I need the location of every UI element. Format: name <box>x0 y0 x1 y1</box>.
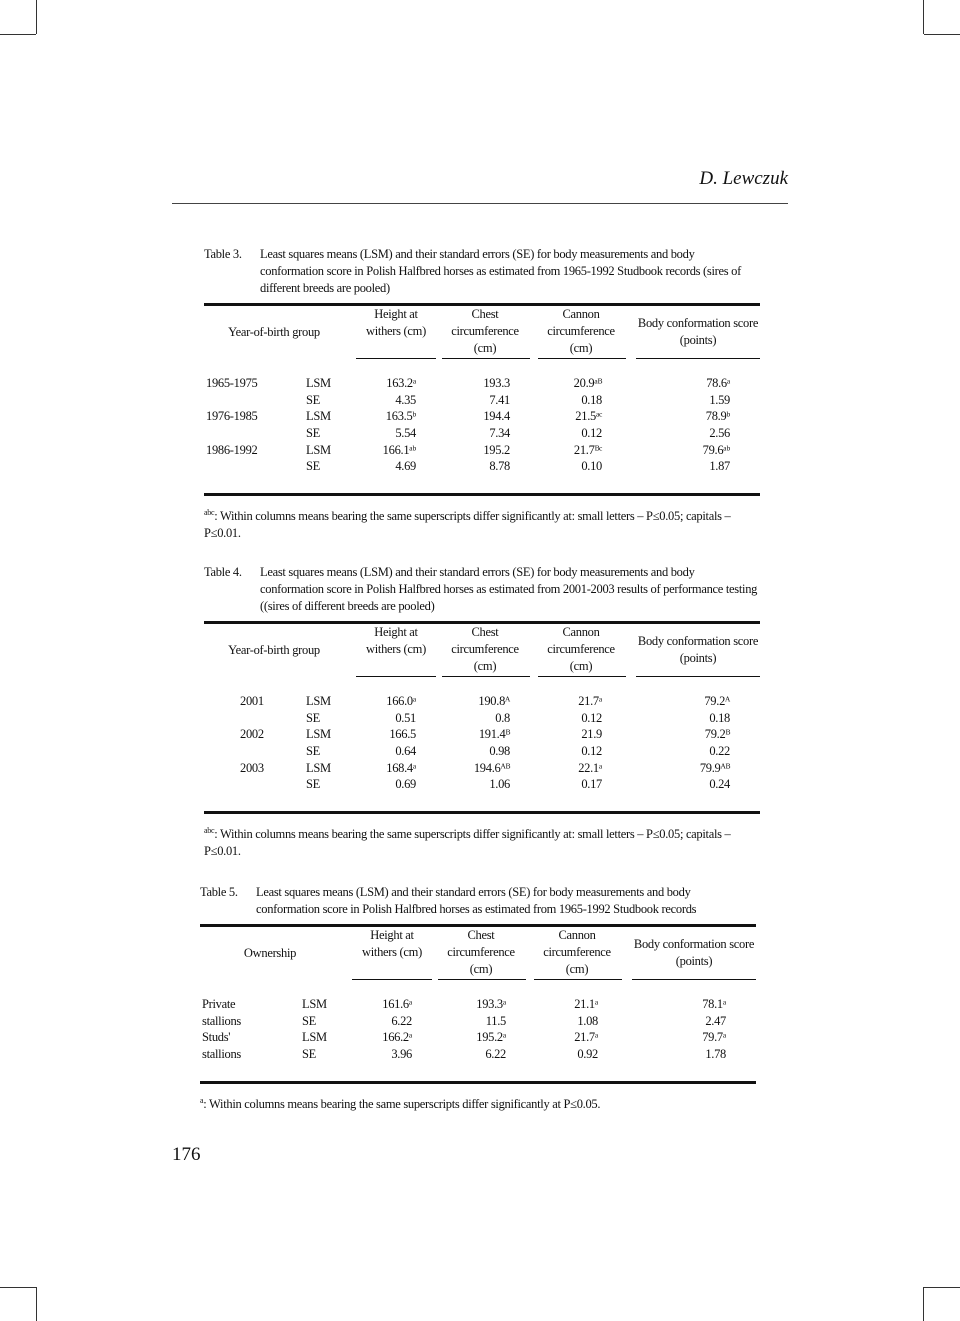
cell-score: 78.6ᵃ <box>706 376 730 390</box>
cell-stat: LSM <box>306 376 331 390</box>
table-label: Table 3. <box>204 247 242 261</box>
cell-cannon: 0.12 <box>581 710 602 725</box>
running-header-author: D. Lewczuk <box>699 168 788 189</box>
table-label: Table 4. <box>204 565 242 579</box>
crop-mark <box>0 1287 36 1288</box>
table-bottom-rule <box>204 811 760 814</box>
cell-stat: SE <box>306 392 320 407</box>
cell-score: 79.9ᴬᴮ <box>699 760 730 775</box>
cell-chest: 194.6ᴬᴮ <box>473 760 510 775</box>
cell-chest: 195.2ᵃ <box>476 1030 506 1045</box>
cell-cannon: 21.5ᵃᶜ <box>575 409 602 424</box>
column-header: Ownership <box>243 946 297 960</box>
table-footnote: $^a$: Within columns means bearing the same superscripts differ significantly at P≤0.05. <box>200 1095 601 1111</box>
cell-score: 79.6ᵃᵇ <box>702 442 730 457</box>
cell-stat: SE <box>306 744 320 759</box>
cell-cannon: 1.08 <box>577 1013 598 1028</box>
cell-chest: 191.4ᴮ <box>478 727 510 742</box>
cell-score: 79.7ᵃ <box>702 1030 726 1045</box>
column-header: Height at withers (cm) <box>366 625 426 656</box>
column-header: Body conformation score (points) <box>633 937 755 968</box>
cell-height: 4.69 <box>395 459 416 474</box>
table-row <box>204 442 760 459</box>
cell-stat: LSM <box>306 727 331 742</box>
cell-cannon: 21.7ᴮᶜ <box>573 442 602 457</box>
cell-cannon: 0.18 <box>581 392 602 407</box>
cell-stat: LSM <box>302 997 327 1011</box>
cell-height: 5.54 <box>395 426 416 441</box>
footnote-marker: a <box>200 1095 204 1105</box>
footnote-text: Within columns means bearing the same superscripts differ significantly at: small letters – P≤0.05; capitals – P≤0.01. <box>204 509 731 541</box>
cell-chest: 6.22 <box>485 1047 506 1062</box>
column-header: Chest circumference (cm) <box>451 307 519 355</box>
table-row <box>204 408 760 425</box>
cell-cannon: 21.7ᵃ <box>578 694 602 708</box>
cell-stat: SE <box>302 1013 316 1028</box>
table-header <box>200 927 756 980</box>
cell-group: stallions <box>202 1013 241 1028</box>
crop-mark <box>0 34 36 35</box>
column-header: Height at withers (cm) <box>366 307 426 338</box>
column-header: Year-of-birth group <box>228 325 320 339</box>
cell-cannon: 21.7ᵃ <box>574 1030 598 1045</box>
column-header: Body conformation score (points) <box>637 316 759 347</box>
cell-stat: SE <box>302 1047 316 1062</box>
cell-group: 1965-1975 <box>206 376 258 390</box>
header-underline <box>538 676 626 678</box>
crop-mark <box>36 0 37 34</box>
cell-score: 0.18 <box>709 710 730 725</box>
cell-chest: 193.3ᵃ <box>476 997 506 1011</box>
cell-cannon: 21.1ᵃ <box>574 997 598 1011</box>
cell-cannon: 0.92 <box>577 1047 598 1062</box>
table-row <box>200 996 756 1013</box>
table-row <box>200 1013 756 1030</box>
cell-height: 166.2ᵃ <box>382 1030 412 1045</box>
table-row <box>204 726 760 743</box>
cell-height: 163.5ᵇ <box>385 409 416 424</box>
header-underline <box>442 676 530 678</box>
table-row <box>204 425 760 442</box>
cell-score: 78.9ᵇ <box>705 409 730 424</box>
cell-stat: SE <box>306 777 320 792</box>
table-row <box>204 710 760 727</box>
cell-cannon: 0.12 <box>581 744 602 759</box>
table-row <box>200 1046 756 1063</box>
cell-height: 166.5 <box>389 727 416 742</box>
cell-height: 3.96 <box>391 1047 412 1062</box>
cell-chest: 7.41 <box>489 392 510 407</box>
cell-score: 1.87 <box>709 459 730 474</box>
cell-height: 0.51 <box>395 710 416 725</box>
cell-group: Private <box>202 997 236 1011</box>
cell-group: stallions <box>202 1047 241 1062</box>
header-underline <box>632 979 756 981</box>
cell-score: 1.59 <box>709 392 730 407</box>
cell-stat: SE <box>306 459 320 474</box>
table-row <box>204 458 760 475</box>
cell-score: 0.24 <box>709 777 730 792</box>
footnote-marker: abc <box>204 826 215 836</box>
cell-cannon: 22.1ᵃ <box>578 760 602 775</box>
column-header: Year-of-birth group <box>228 643 320 657</box>
table-caption <box>204 564 760 615</box>
table-header <box>204 624 760 677</box>
table-header <box>204 306 760 359</box>
cell-score: 2.47 <box>705 1013 726 1028</box>
cell-height: 4.35 <box>395 392 416 407</box>
table-4 <box>204 564 760 860</box>
header-underline <box>636 676 760 678</box>
crop-mark <box>923 0 924 34</box>
cell-height: 0.69 <box>395 777 416 792</box>
crop-mark <box>923 1287 924 1321</box>
column-header: Height at withers (cm) <box>362 928 422 959</box>
cell-height: 168.4ᵃ <box>386 760 416 775</box>
cell-height: 0.64 <box>395 744 416 759</box>
table-row <box>200 1029 756 1046</box>
table-label: Table 5. <box>200 885 238 899</box>
column-header: Cannon circumference (cm) <box>547 307 615 355</box>
cell-group: 1986-1992 <box>206 442 258 457</box>
cell-height: 6.22 <box>391 1013 412 1028</box>
cell-score: 1.78 <box>705 1047 726 1062</box>
cell-group: Studs' <box>202 1030 231 1045</box>
cell-chest: 193.3 <box>483 376 510 390</box>
cell-chest: 7.34 <box>489 426 510 441</box>
cell-score: 79.2ᴬ <box>704 694 730 708</box>
table-caption-text: Least squares means (LSM) and their standard errors (SE) for body measurements and body conformation score in Polish Halfbred horses as estimated from 2001-2003 results of performance testing ((sires of different breeds are pooled) <box>260 565 758 613</box>
cell-chest: 190.8ᴬ <box>478 694 510 708</box>
table-row <box>204 760 760 777</box>
cell-group: 2002 <box>240 727 264 742</box>
cell-height: 163.2ᵃ <box>386 376 416 390</box>
footnote-marker: abc <box>204 508 215 518</box>
crop-mark <box>924 1287 960 1288</box>
cell-group: 2003 <box>240 760 264 775</box>
column-header: Cannon circumference (cm) <box>543 928 611 976</box>
table-row <box>204 743 760 760</box>
cell-stat: LSM <box>306 760 331 775</box>
cell-stat: LSM <box>306 442 331 457</box>
cell-cannon: 20.9ᵃᴮ <box>573 376 602 390</box>
table-row <box>204 693 760 710</box>
cell-chest: 1.06 <box>489 777 510 792</box>
cell-chest: 8.78 <box>489 459 510 474</box>
cell-chest: 195.2 <box>483 442 510 457</box>
cell-height: 161.6ᵃ <box>382 997 412 1011</box>
table-bottom-rule <box>200 1081 756 1084</box>
cell-score: 78.1ᵃ <box>702 997 726 1011</box>
table-caption <box>200 884 756 918</box>
footnote-text: Within columns means bearing the same superscripts differ significantly at P≤0.05. <box>209 1096 601 1111</box>
table-caption-text: Least squares means (LSM) and their standard errors (SE) for body measurements and body conformation score in Polish Halfbred horses as estimated from 1965-1992 Studbook records <box>256 885 697 916</box>
table-body <box>200 996 756 1063</box>
cell-cannon: 0.10 <box>581 459 602 474</box>
cell-stat: LSM <box>306 409 331 424</box>
cell-stat: SE <box>306 426 320 441</box>
cell-cannon: 21.9 <box>581 727 602 742</box>
cell-chest: 194.4 <box>483 409 510 424</box>
cell-stat: SE <box>306 710 320 725</box>
crop-mark <box>924 34 960 35</box>
header-underline <box>356 676 436 678</box>
cell-group: 1976-1985 <box>206 409 258 424</box>
table-footnote: $^{abc}$: Within columns means bearing the same superscripts differ significantly at: small letters – P≤0.05; capitals – P≤0.01. <box>204 508 731 541</box>
cell-cannon: 0.12 <box>581 426 602 441</box>
table-footnote: $^{abc}$: Within columns means bearing the same superscripts differ significantly at: small letters – P≤0.05; capitals – P≤0.01. <box>204 826 731 859</box>
cell-stat: LSM <box>306 694 331 708</box>
footnote-text: Within columns means bearing the same superscripts differ significantly at: small letters – P≤0.05; capitals – P≤0.01. <box>204 827 731 859</box>
cell-score: 2.56 <box>709 426 730 441</box>
column-header: Chest circumference (cm) <box>451 625 519 673</box>
table-3 <box>204 246 760 542</box>
header-underline <box>356 358 436 360</box>
table-body <box>204 693 760 793</box>
column-header: Body conformation score (points) <box>637 634 759 665</box>
cell-height: 166.1ᵃᵇ <box>382 442 416 457</box>
header-underline <box>534 979 622 981</box>
table-row <box>204 776 760 793</box>
header-rule <box>172 203 788 204</box>
cell-height: 166.0ᵃ <box>386 694 416 708</box>
cell-chest: 0.8 <box>495 710 510 725</box>
cell-chest: 11.5 <box>485 1013 506 1028</box>
cell-score: 79.2ᴮ <box>704 727 730 742</box>
column-header: Chest circumference (cm) <box>447 928 515 976</box>
header-underline <box>538 358 626 360</box>
table-5 <box>200 884 756 1113</box>
table-row <box>204 375 760 392</box>
table-row <box>204 392 760 409</box>
cell-group: 2001 <box>240 694 264 708</box>
table-caption-text: Least squares means (LSM) and their standard errors (SE) for body measurements and body conformation score in Polish Halfbred horses as estimated from 1965-1992 Studbook records (sires of different breeds are pooled) <box>260 247 741 295</box>
cell-cannon: 0.17 <box>581 777 602 792</box>
cell-chest: 0.98 <box>489 744 510 759</box>
cell-stat: LSM <box>302 1030 327 1045</box>
column-header: Cannon circumference (cm) <box>547 625 615 673</box>
table-bottom-rule <box>204 493 760 496</box>
table-caption <box>204 246 760 297</box>
header-underline <box>438 979 526 981</box>
page-number: 176 <box>172 1144 201 1165</box>
cell-score: 0.22 <box>709 744 730 759</box>
header-underline <box>352 979 432 981</box>
header-underline <box>636 358 760 360</box>
crop-mark <box>36 1287 37 1321</box>
table-body <box>204 375 760 475</box>
header-underline <box>442 358 530 360</box>
